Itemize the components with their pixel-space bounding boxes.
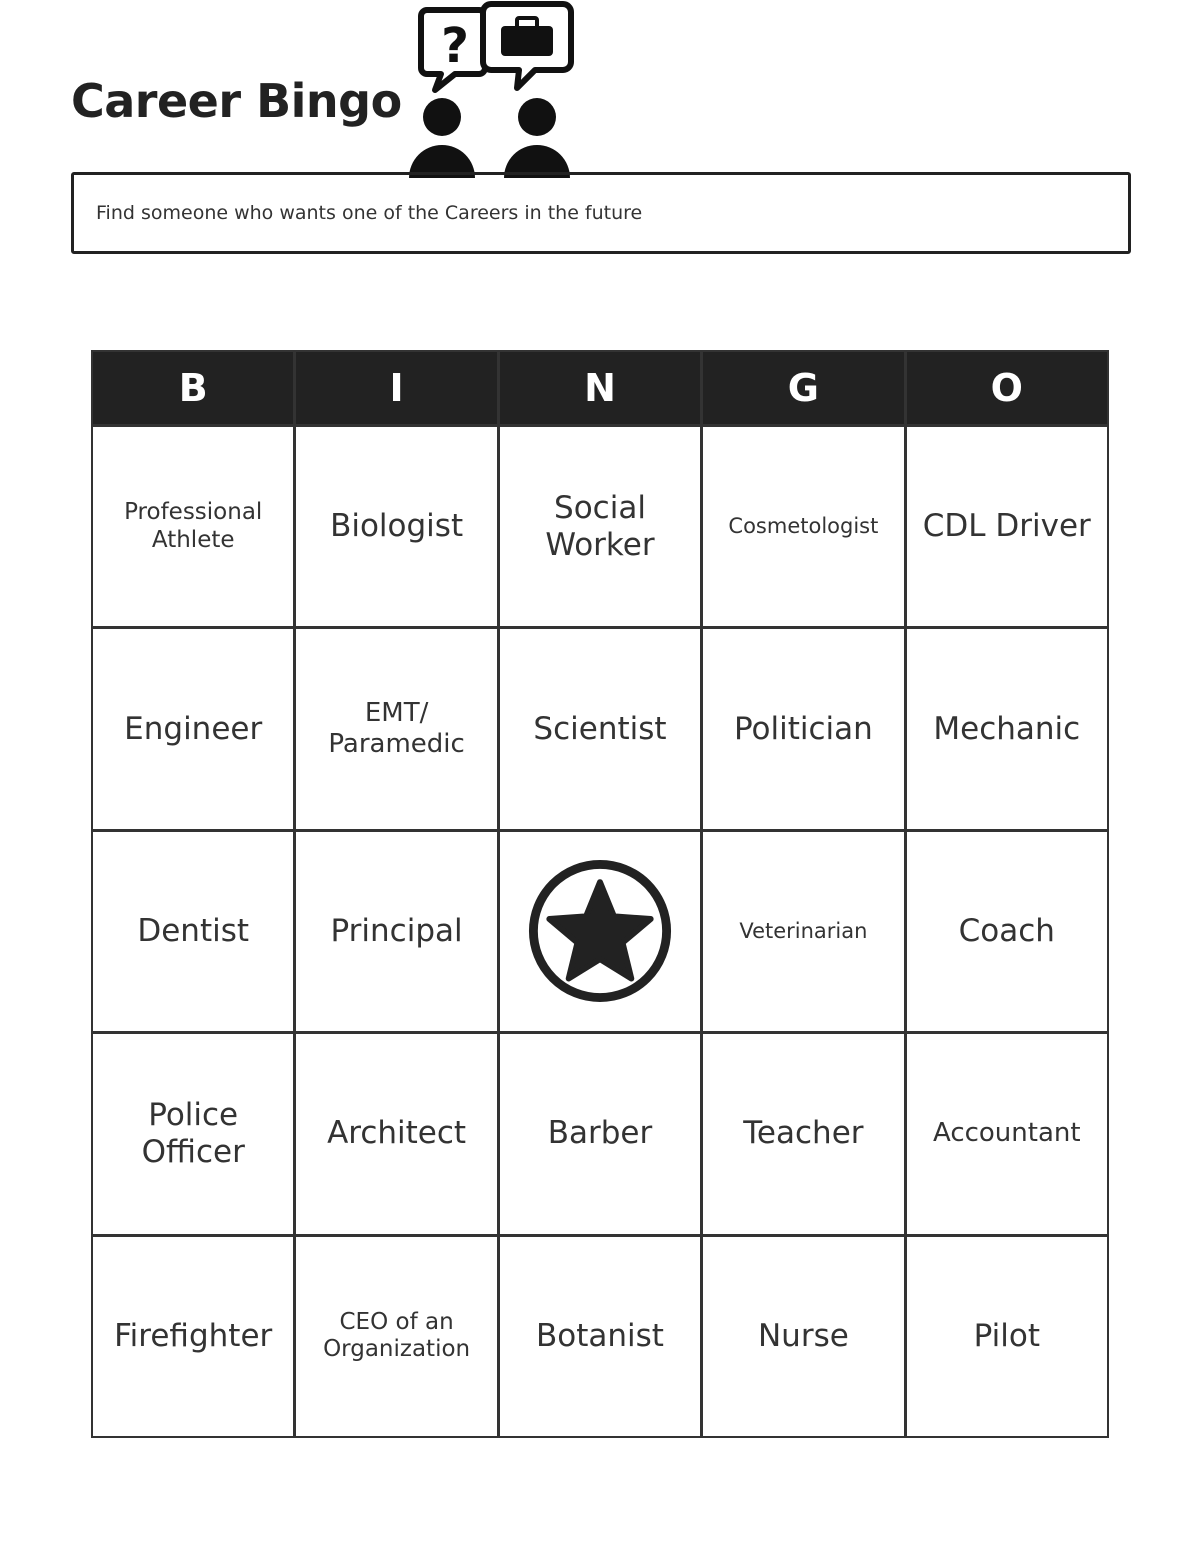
bingo-header-b: B bbox=[93, 352, 293, 424]
bingo-cell[interactable] bbox=[500, 629, 700, 828]
bingo-cell[interactable] bbox=[703, 1034, 903, 1233]
bingo-cell[interactable] bbox=[296, 629, 496, 828]
bingo-header-g: G bbox=[703, 352, 903, 424]
bingo-cell[interactable] bbox=[500, 427, 700, 626]
bingo-cell[interactable] bbox=[907, 1237, 1107, 1436]
bingo-cell-label: Architect bbox=[327, 1115, 467, 1152]
bingo-cell-label: Coach bbox=[958, 912, 1055, 949]
bingo-cell[interactable] bbox=[703, 427, 903, 626]
career-conversation-icon bbox=[405, 0, 575, 178]
bingo-cell[interactable] bbox=[703, 629, 903, 828]
bingo-cell-label: Engineer bbox=[124, 710, 263, 747]
bingo-cell-label: Politician bbox=[733, 710, 873, 747]
bingo-cell[interactable] bbox=[296, 832, 496, 1031]
bingo-cell-label: Principal bbox=[330, 912, 463, 949]
bingo-cell-label: Dentist bbox=[137, 912, 250, 949]
bingo-cell-label: CEO of an Organization bbox=[323, 1308, 471, 1363]
bingo-cell[interactable] bbox=[907, 832, 1107, 1031]
bingo-header-n: N bbox=[500, 352, 700, 424]
instruction-box bbox=[71, 172, 1131, 254]
bingo-cell-label: CDL Driver bbox=[922, 508, 1091, 545]
bingo-cell-label: Teacher bbox=[743, 1115, 864, 1152]
bingo-cell-label: Cosmetologist bbox=[728, 514, 879, 539]
bingo-cell[interactable] bbox=[500, 1034, 700, 1233]
bingo-cell[interactable] bbox=[93, 629, 293, 828]
star-circle-icon bbox=[526, 857, 674, 1005]
page-title: Career Bingo bbox=[71, 74, 402, 128]
bingo-cell-label: EMT/ Paramedic bbox=[328, 697, 465, 760]
svg-text:?: ? bbox=[441, 18, 469, 74]
bingo-cell-label: Nurse bbox=[757, 1317, 849, 1354]
bingo-cell[interactable] bbox=[93, 427, 293, 626]
bingo-cell-label: Scientist bbox=[533, 710, 667, 747]
bingo-cell-label: Professional Athlete bbox=[124, 499, 263, 553]
bingo-cell[interactable] bbox=[296, 1034, 496, 1233]
bingo-cell-label: Veterinarian bbox=[739, 918, 868, 943]
bingo-cell[interactable] bbox=[93, 1034, 293, 1233]
bingo-cell[interactable] bbox=[93, 832, 293, 1031]
bingo-cell[interactable] bbox=[500, 1237, 700, 1436]
bingo-cell-label: Police Officer bbox=[141, 1096, 245, 1170]
bingo-cell[interactable] bbox=[93, 1237, 293, 1436]
bingo-cell[interactable] bbox=[907, 1034, 1107, 1233]
bingo-cell-label: Firefighter bbox=[114, 1317, 273, 1354]
bingo-cell-label: Pilot bbox=[973, 1317, 1040, 1354]
free-space-cell[interactable] bbox=[500, 832, 700, 1031]
bingo-cell[interactable] bbox=[296, 427, 496, 626]
bingo-cell[interactable] bbox=[907, 629, 1107, 828]
bingo-header-i: I bbox=[296, 352, 496, 424]
bingo-cell[interactable] bbox=[703, 832, 903, 1031]
bingo-header-o: O bbox=[907, 352, 1107, 424]
bingo-cell-label: Mechanic bbox=[933, 710, 1081, 747]
bingo-cell[interactable] bbox=[296, 1237, 496, 1436]
bingo-card bbox=[91, 350, 1109, 1438]
bingo-cell-label: Botanist bbox=[536, 1317, 664, 1354]
bingo-cell-label: Biologist bbox=[330, 508, 464, 545]
bingo-cell[interactable] bbox=[907, 427, 1107, 626]
bingo-cell-label: Barber bbox=[547, 1115, 653, 1152]
instruction-text: Find someone who wants one of the Careers in the future bbox=[96, 202, 643, 224]
bingo-cell[interactable] bbox=[703, 1237, 903, 1436]
bingo-cell-label: Social Worker bbox=[545, 489, 655, 563]
bingo-cell-label: Accountant bbox=[932, 1118, 1081, 1149]
